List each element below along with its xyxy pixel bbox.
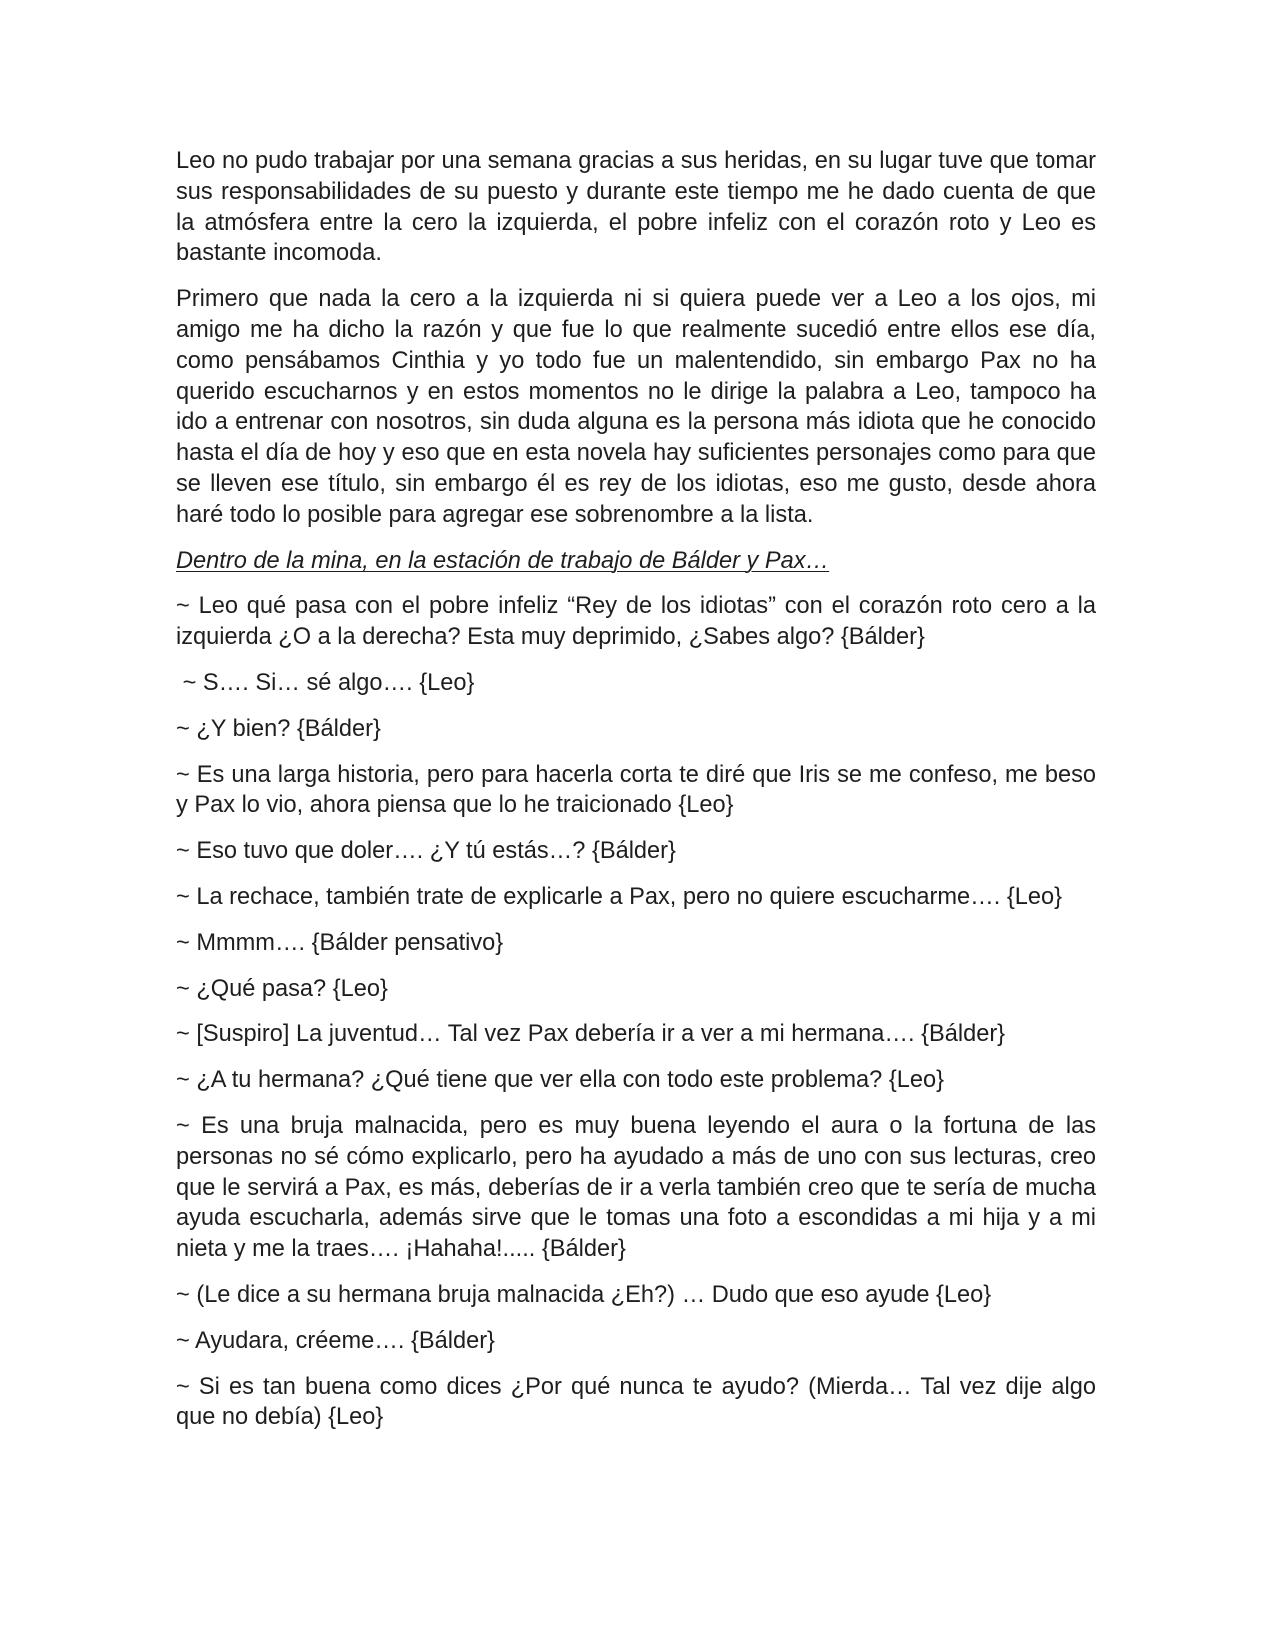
dialogue-line: ~ [Suspiro] La juventud… Tal vez Pax debería ir a ver a mi hermana…. {Bálder}: [176, 1021, 1006, 1048]
document-page: [176, 146, 1103, 1448]
dialogue-line: ~ ¿A tu hermana? ¿Qué tiene que ver ella con todo este problema? {Leo}: [176, 1067, 944, 1094]
narration-paragraph: Primero que nada la cero a la izquierda ni si quiera puede ver a Leo a los ojos, mi amigo me ha dicho la razón y que fue lo que realmente sucedió entre ellos ese día, como pensábamos Cinthia y yo todo fue un malentendido, sin embargo Pax no ha querido escucharnos y en estos momentos no le dirige la palabra a Leo, tampoco ha ido a entrenar con nosotros, sin duda alguna es la persona más idiota que he conocido hasta el día de hoy y eso que en esta novela hay suficientes personajes como para que se lleven ese título, sin embargo él es rey de los idiotas, eso me gusto, desde ahora haré todo lo posible para agregar ese sobrenombre a la lista.: [176, 286, 1096, 528]
dialogue-line: ~ Mmmm…. {Bálder pensativo}: [176, 929, 504, 956]
dialogue-line: ~ La rechace, también trate de explicarle a Pax, pero no quiere escucharme…. {Leo}: [176, 883, 1062, 910]
dialogue-line: ~ Es una bruja malnacida, pero es muy buena leyendo el aura o la fortuna de las personas no sé cómo explicarlo, pero ha ayudado a más de uno con sus lecturas, creo que le servirá a Pax, es más, deberías de ir a verla también creo que te sería de mucha ayuda escucharla, además sirve que le tomas una foto a escondidas a mi hija y a mi nieta y me la traes…. ¡Hahaha!..... {Bálder}: [176, 1112, 1103, 1263]
dialogue-line: ~ Ayudara, créeme…. {Bálder}: [176, 1327, 495, 1354]
dialogue-line: ~ Eso tuvo que doler…. ¿Y tú estás…? {Bálder}: [176, 838, 676, 865]
narration-paragraph: Leo no pudo trabajar por una semana gracias a sus heridas, en su lugar tuve que tomar sus responsabilidades de su puesto y durante este tiempo me he dado cuenta de que la atmósfera entre la cero la izquierda, el pobre infeliz con el corazón roto y Leo es bastante incomoda.: [176, 148, 1096, 267]
dialogue-line: ~ ¿Qué pasa? {Leo}: [176, 975, 388, 1002]
dialogue-line: ~ Es una larga historia, pero para hacerla corta te diré que Iris se me confeso, me beso y Pax lo vio, ahora piensa que lo he traicionado {Leo}: [176, 761, 1103, 819]
dialogue-line: ~ S…. Si… sé algo…. {Leo}: [176, 669, 475, 696]
dialogue-line: ~ Si es tan buena como dices ¿Por qué nunca te ayudo? (Mierda… Tal vez dije algo que no debía) {Leo}: [176, 1373, 1103, 1431]
dialogue-line: ~ ¿Y bien? {Bálder}: [176, 715, 381, 742]
dialogue-line: ~ (Le dice a su hermana bruja malnacida ¿Eh?) … Dudo que eso ayude {Leo}: [176, 1281, 992, 1308]
dialogue-line: ~ Leo qué pasa con el pobre infeliz “Rey de los idiotas” con el corazón roto cero a la izquierda ¿O a la derecha? Esta muy deprimido, ¿Sabes algo? {Bálder}: [176, 593, 1103, 651]
scene-heading: Dentro de la mina, en la estación de trabajo de Bálder y Pax…: [176, 547, 830, 574]
